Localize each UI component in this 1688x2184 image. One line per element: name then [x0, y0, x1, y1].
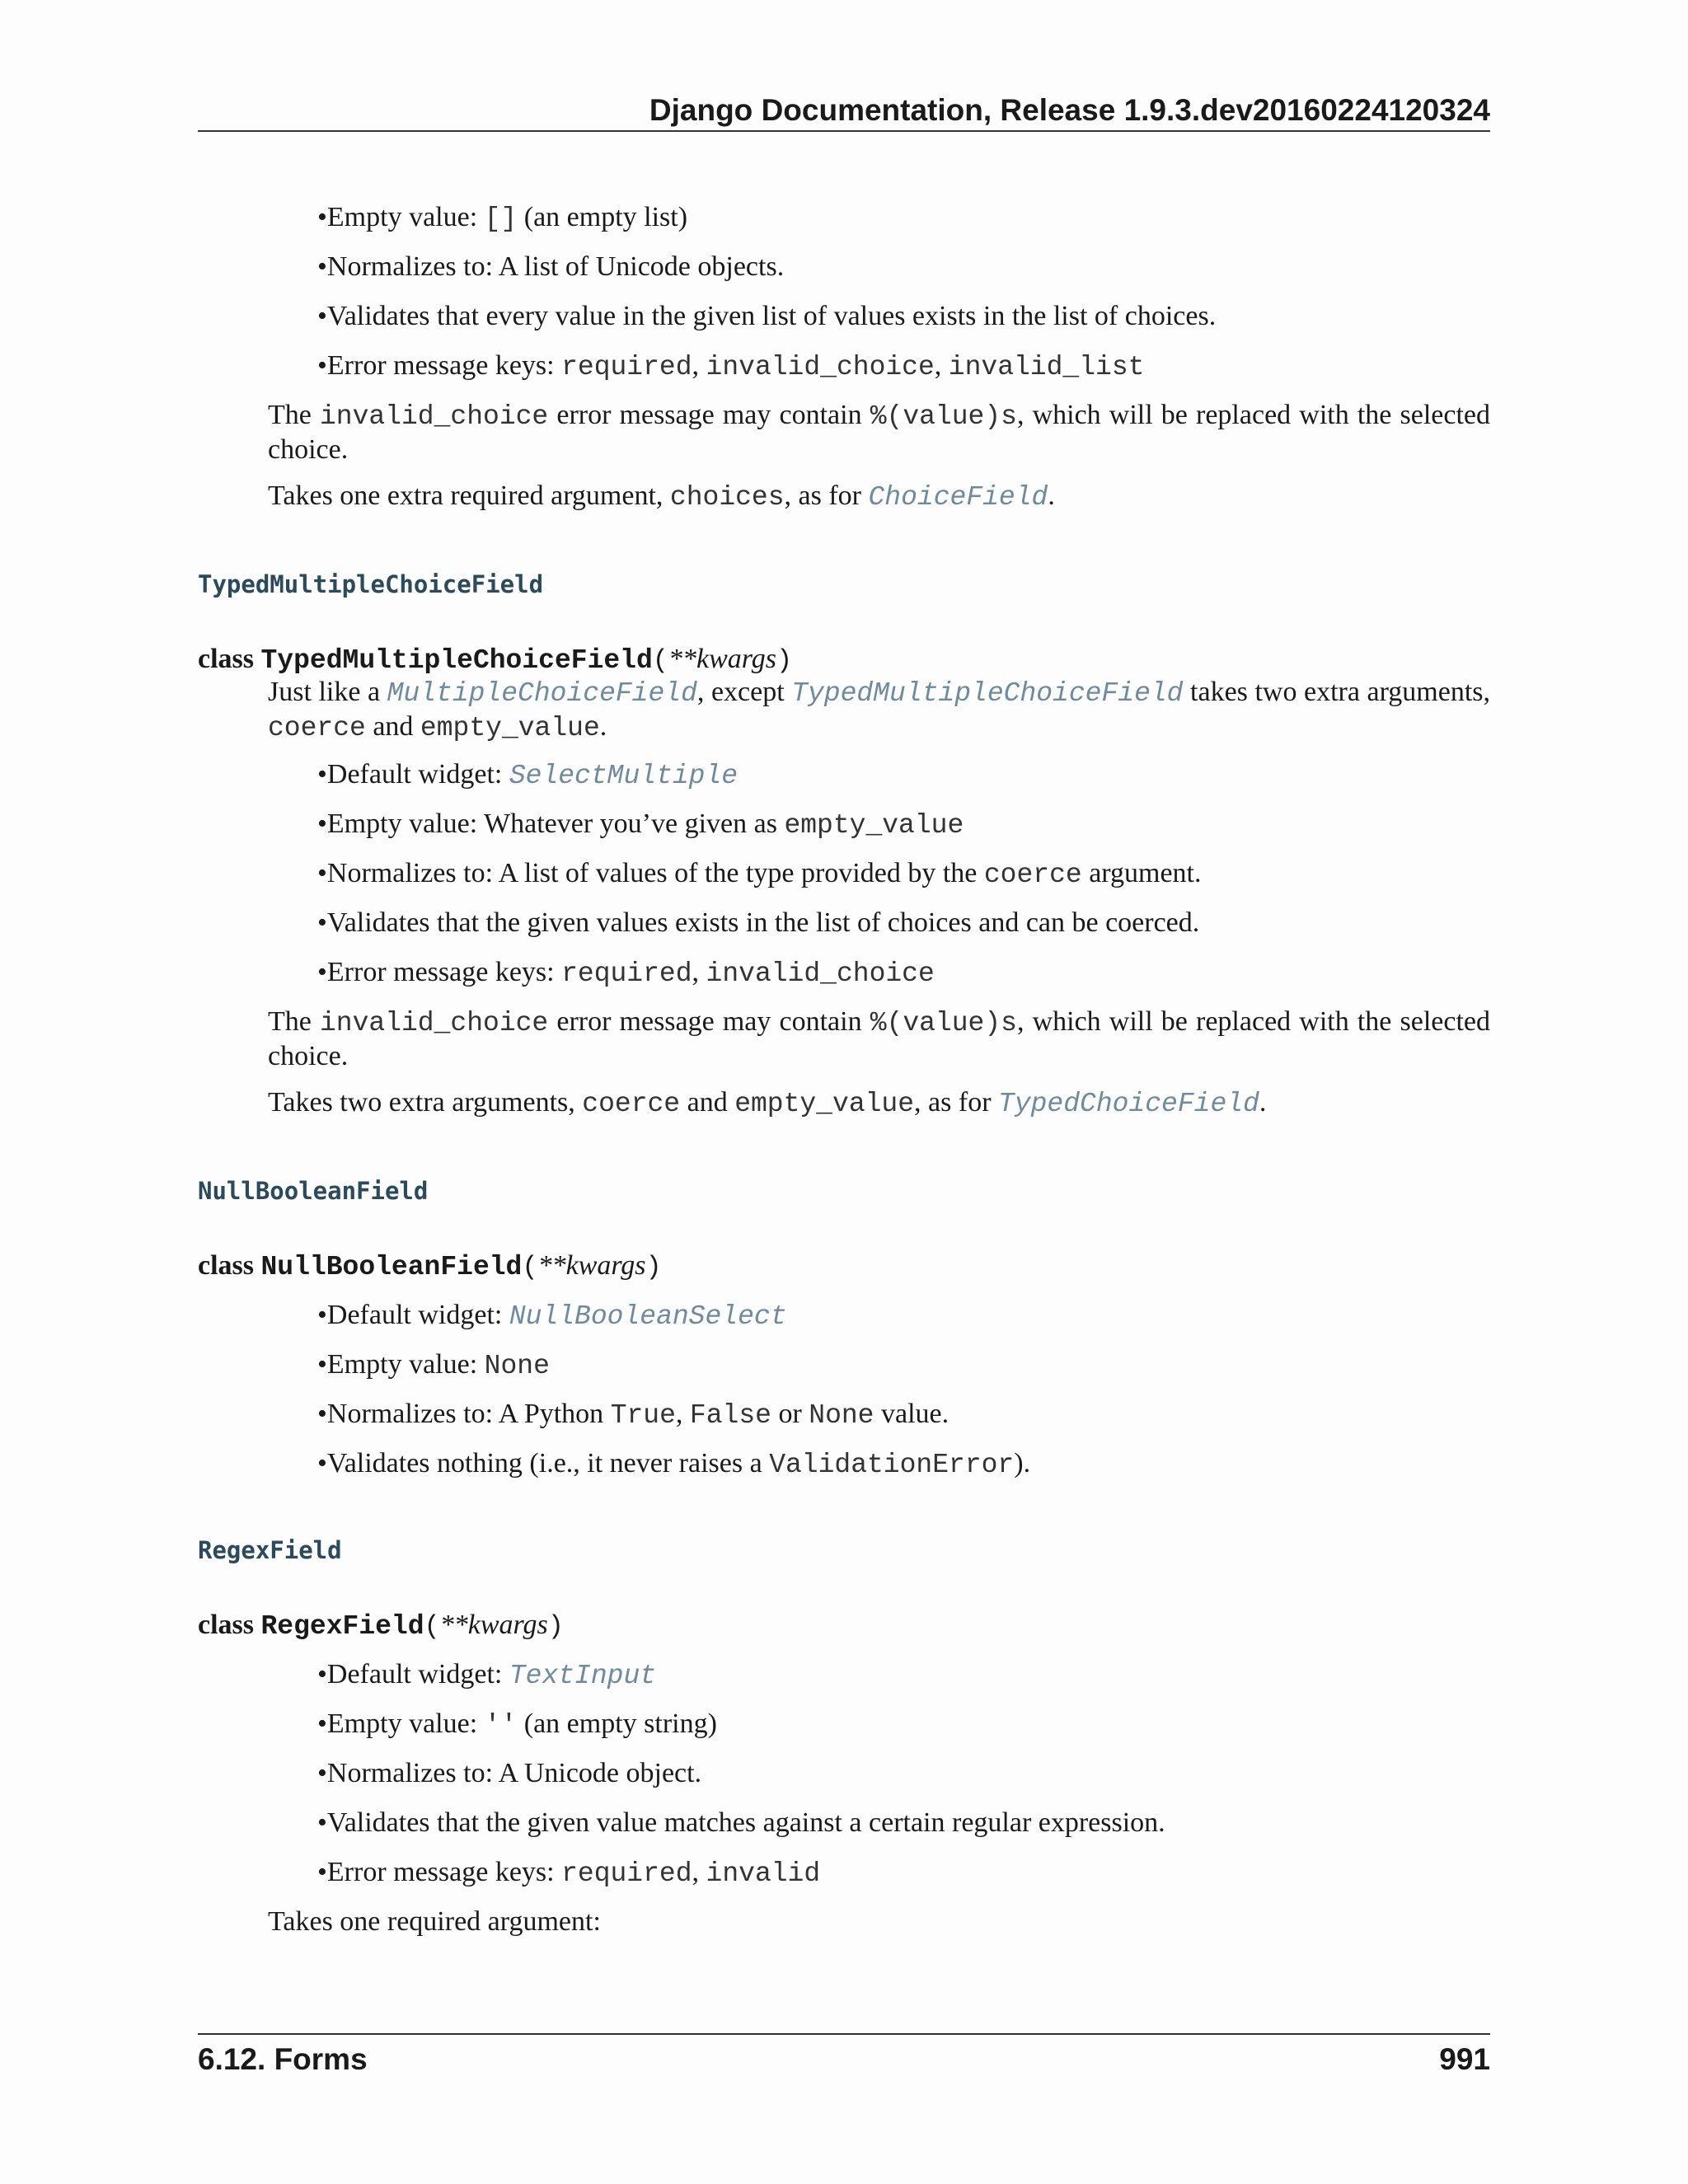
class-signature: class NullBooleanField(**kwargs) — [198, 1250, 662, 1282]
list-item: •Empty value: None — [317, 1349, 550, 1381]
multiplechoicefield-link[interactable]: MultipleChoiceField — [387, 678, 697, 709]
nullbooleanselect-link[interactable]: NullBooleanSelect — [509, 1301, 787, 1332]
list-item: •Empty value: '' (an empty string) — [317, 1708, 717, 1741]
paragraph: The invalid_choice error message may contain %(value)s, which will be replaced with the selected choice. — [268, 1006, 1490, 1071]
list-item: •Empty value: [] (an empty list) — [317, 202, 688, 234]
list-item: •Default widget: NullBooleanSelect — [317, 1300, 787, 1332]
typedmultiplechoicefield-link[interactable]: TypedMultipleChoiceField — [791, 678, 1184, 709]
list-item: •Normalizes to: A list of values of the type provided by the coerce argument. — [317, 858, 1202, 890]
footer-section: 6.12. Forms — [198, 2042, 368, 2076]
footer-rule — [198, 2033, 1490, 2035]
list-item: •Validates that the given values exists in the list of choices and can be coerced. — [317, 907, 1200, 938]
running-header: Django Documentation, Release 1.9.3.dev20160224120324 — [649, 93, 1490, 127]
list-item: •Normalizes to: A Python True, False or None value. — [317, 1399, 950, 1431]
header-rule — [198, 130, 1490, 132]
list-item: •Normalizes to: A list of Unicode objects. — [317, 251, 785, 282]
list-item: •Error message keys: required, invalid_choice — [317, 957, 935, 989]
list-item: •Default widget: TextInput — [317, 1659, 657, 1691]
selectmultiple-link[interactable]: SelectMultiple — [509, 761, 738, 791]
section-heading[interactable]: RegexField — [198, 1536, 342, 1564]
choicefield-link[interactable]: ChoiceField — [868, 482, 1048, 513]
list-item: •Error message keys: required, invalid — [317, 1857, 821, 1889]
class-signature: class TypedMultipleChoiceField(**kwargs) — [198, 644, 793, 676]
list-item: •Default widget: SelectMultiple — [317, 759, 738, 791]
paragraph: Takes one required argument: — [268, 1906, 601, 1937]
section-heading[interactable]: TypedMultipleChoiceField — [198, 570, 544, 598]
paragraph: Takes two extra arguments, coerce and empty_value, as for TypedChoiceField. — [268, 1087, 1267, 1119]
list-item: •Normalizes to: A Unicode object. — [317, 1758, 702, 1788]
list-item: •Empty value: Whatever you’ve given as empty_value — [317, 808, 964, 841]
list-item: •Error message keys: required, invalid_choice, invalid_list — [317, 350, 1145, 382]
section-heading[interactable]: NullBooleanField — [198, 1177, 429, 1205]
page-number: 991 — [1439, 2042, 1490, 2076]
typedchoicefield-link[interactable]: TypedChoiceField — [998, 1089, 1259, 1119]
textinput-link[interactable]: TextInput — [509, 1661, 657, 1691]
paragraph: Just like a MultipleChoiceField, except TypedMultipleChoiceField takes two extra arguments, coerce and empty_value. — [268, 677, 1490, 743]
paragraph: Takes one extra required argument, choices, as for ChoiceField. — [268, 480, 1055, 513]
class-signature: class RegexField(**kwargs) — [198, 1610, 564, 1642]
list-item: •Validates that every value in the given list of values exists in the list of choices. — [317, 301, 1217, 331]
list-item: •Validates nothing (i.e., it never raises a ValidationError). — [317, 1448, 1031, 1480]
list-item: •Validates that the given value matches against a certain regular expression. — [317, 1807, 1165, 1838]
paragraph: The invalid_choice error message may contain %(value)s, which will be replaced with the selected choice. — [268, 400, 1490, 465]
